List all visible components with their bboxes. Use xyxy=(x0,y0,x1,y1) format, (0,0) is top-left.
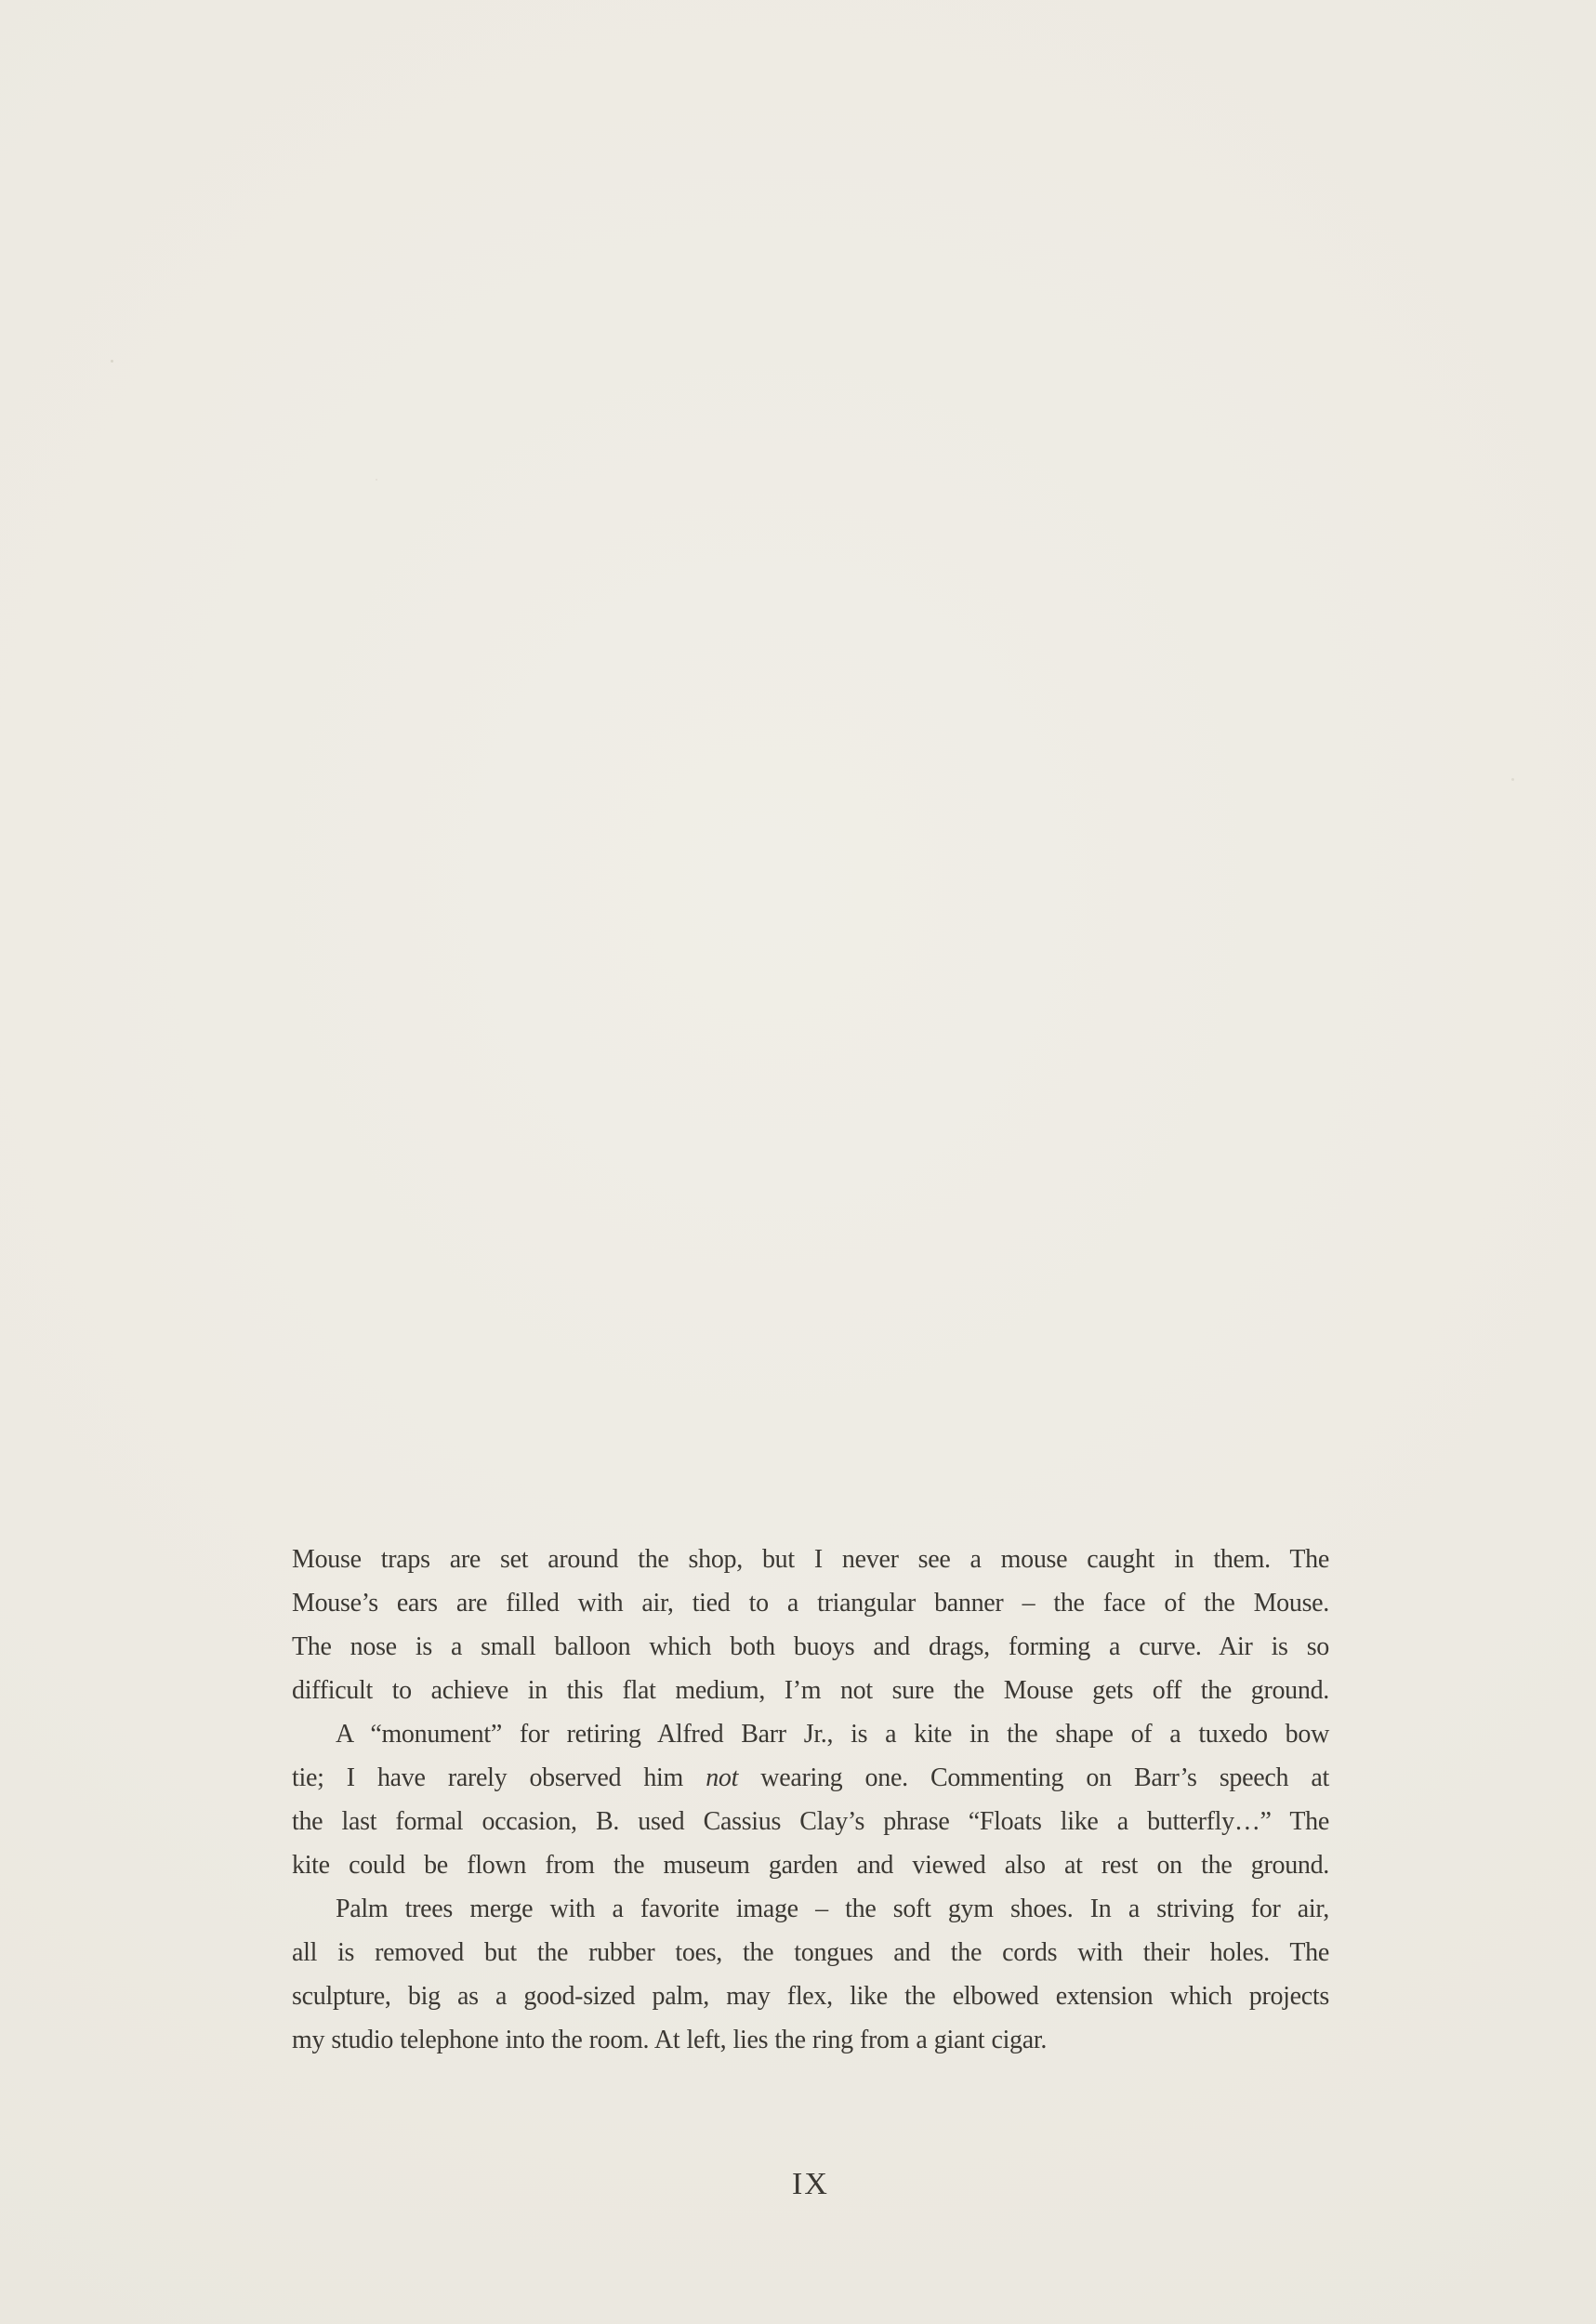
text-line xyxy=(292,1931,1329,1974)
text-segment: wearing one. Commenting on Barr’s speech at xyxy=(738,1763,1330,1792)
text-line xyxy=(292,1974,1329,2018)
text-segment: tie; I have rarely observed him xyxy=(292,1763,706,1792)
text-line xyxy=(292,1800,1329,1843)
page-number-label: IX xyxy=(792,2167,829,2201)
text-line xyxy=(292,2018,1329,2062)
text-segment: sculpture, big as a good-sized palm, may flex, like the elbowed extension which projects xyxy=(292,1982,1329,2011)
text-block xyxy=(292,1538,1329,2062)
text-line xyxy=(292,1712,1329,1756)
text-segment: my studio telephone into the room. At left, lies the ring from a giant cigar. xyxy=(292,2026,1048,2054)
text-segment: Mouse’s ears are filled with air, tied to a triangular banner – the face of the Mouse. xyxy=(292,1589,1329,1618)
italic-text-segment: not xyxy=(706,1763,739,1792)
text-segment: The nose is a small balloon which both buoys and drags, forming a curve. Air is so xyxy=(292,1632,1329,1661)
page-number xyxy=(292,2167,1329,2202)
text-segment: difficult to achieve in this flat medium, I’m not sure the Mouse gets off the ground. xyxy=(292,1676,1329,1705)
text-segment: Palm trees merge with a favorite image – the soft gym shoes. In a striving for air, xyxy=(336,1895,1329,1923)
text-line xyxy=(292,1625,1329,1669)
text-line xyxy=(292,1756,1329,1800)
text-segment: kite could be flown from the museum garden and viewed also at rest on the ground. xyxy=(292,1851,1329,1880)
text-line xyxy=(292,1669,1329,1712)
text-segment: Mouse traps are set around the shop, but I never see a mouse caught in them. The xyxy=(292,1545,1329,1574)
text-line xyxy=(292,1843,1329,1887)
text-line xyxy=(292,1581,1329,1625)
text-segment: A “monument” for retiring Alfred Barr Jr., is a kite in the shape of a tuxedo bow xyxy=(336,1720,1329,1749)
text-segment: all is removed but the rubber toes, the tongues and the cords with their holes. The xyxy=(292,1938,1329,1967)
text-segment: the last formal occasion, B. used Cassius Clay’s phrase “Floats like a butterfly…” The xyxy=(292,1807,1329,1836)
paper-speck xyxy=(376,479,377,481)
paper-speck xyxy=(1511,778,1514,781)
text-line xyxy=(292,1538,1329,1581)
paper-speck xyxy=(111,360,113,363)
text-line xyxy=(292,1887,1329,1931)
